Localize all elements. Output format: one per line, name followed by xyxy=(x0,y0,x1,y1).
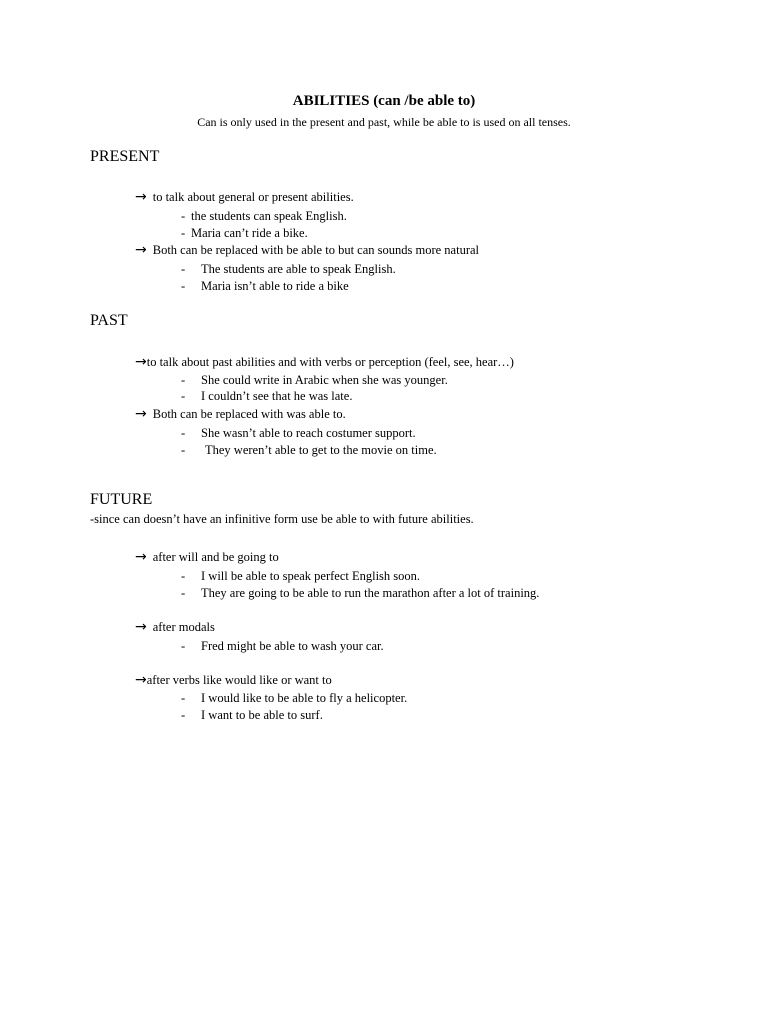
present-example-2 xyxy=(181,226,308,241)
future-intro: -since can doesn’t have an infinitive form use be able to with future abilities. xyxy=(90,512,474,526)
present-example-1-text: the students can speak English. xyxy=(191,209,347,223)
arrow-icon: → xyxy=(135,672,147,688)
dash-bullet: - xyxy=(181,708,186,722)
future-point-2-text: after modals xyxy=(152,620,215,634)
present-heading: PRESENT xyxy=(90,148,160,165)
past-point-1-text: to talk about past abilities and with verbs or perception (feel, see, hear…) xyxy=(146,355,514,369)
dash-bullet: - xyxy=(181,639,186,653)
document-title: ABILITIES (can /be able to) xyxy=(292,93,476,109)
future-example-3 xyxy=(181,639,384,654)
past-example-3 xyxy=(181,426,416,441)
dash-bullet: - xyxy=(181,691,186,705)
present-example-3-text: The students are able to speak English. xyxy=(201,262,396,276)
present-example-4-text: Maria isn’t able to ride a bike xyxy=(201,279,349,293)
present-point-1 xyxy=(135,189,354,205)
future-example-5-text: I want to be able to surf. xyxy=(201,708,323,722)
future-example-5 xyxy=(181,708,323,723)
future-example-2 xyxy=(181,586,539,601)
future-example-3-text: Fred might be able to wash your car. xyxy=(201,639,384,653)
future-heading: FUTURE xyxy=(90,491,153,508)
present-example-1 xyxy=(181,209,347,224)
dash-bullet: - xyxy=(181,586,186,600)
past-example-4 xyxy=(181,443,437,458)
past-heading: PAST xyxy=(90,312,128,329)
dash-bullet: - xyxy=(181,373,186,387)
future-point-3 xyxy=(135,672,332,688)
present-point-2-text: Both can be replaced with be able to but can sounds more natural xyxy=(152,243,480,257)
past-point-1 xyxy=(135,354,514,370)
future-point-1 xyxy=(135,549,279,565)
present-example-4 xyxy=(181,279,349,294)
future-point-1-text: after will and be going to xyxy=(152,550,279,564)
arrow-icon: → xyxy=(135,354,147,370)
document-subtitle: Can is only used in the present and past, while be able to is used on all tenses. xyxy=(197,115,571,129)
dash-bullet: - xyxy=(181,209,186,223)
past-point-2-text: Both can be replaced with was able to. xyxy=(152,407,346,421)
future-point-3-text: after verbs like would like or want to xyxy=(146,673,332,687)
past-example-1-text: She could write in Arabic when she was younger. xyxy=(201,373,448,387)
present-point-1-text: to talk about general or present abilities. xyxy=(152,190,354,204)
past-example-2 xyxy=(181,389,352,404)
dash-bullet: - xyxy=(181,262,186,276)
past-example-2-text: I couldn’t see that he was late. xyxy=(201,389,353,403)
past-example-4-text: They weren’t able to get to the movie on time. xyxy=(205,443,437,457)
dash-bullet: - xyxy=(181,569,186,583)
arrow-icon: → xyxy=(135,189,147,205)
future-example-1 xyxy=(181,569,420,584)
dash-bullet: - xyxy=(181,426,186,440)
dash-bullet: - xyxy=(181,226,186,240)
past-example-3-text: She wasn’t able to reach costumer support. xyxy=(201,426,416,440)
future-example-4 xyxy=(181,691,407,706)
future-example-2-text: They are going to be able to run the marathon after a lot of training. xyxy=(201,586,540,600)
arrow-icon: → xyxy=(135,242,147,258)
future-example-4-text: I would like to be able to fly a helicopter. xyxy=(201,691,408,705)
past-example-1 xyxy=(181,373,448,388)
future-example-1-text: I will be able to speak perfect English soon. xyxy=(201,569,421,583)
arrow-icon: → xyxy=(135,549,147,565)
dash-bullet: - xyxy=(181,443,186,457)
dash-bullet: - xyxy=(181,279,186,293)
arrow-icon: → xyxy=(135,406,147,422)
past-point-2 xyxy=(135,406,346,422)
present-example-3 xyxy=(181,262,396,277)
dash-bullet: - xyxy=(181,389,186,403)
arrow-icon: → xyxy=(135,619,147,635)
present-example-2-text: Maria can’t ride a bike. xyxy=(191,226,308,240)
present-point-2 xyxy=(135,242,479,258)
future-point-2 xyxy=(135,619,215,635)
